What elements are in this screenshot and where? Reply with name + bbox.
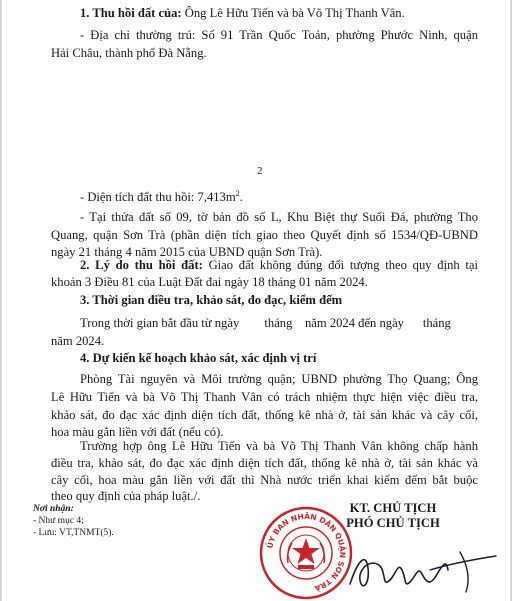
plot-line2: Quang, quận Sơn Trà (phần diện tích giao theo Quyết định số 1534/QĐ-UBND xyxy=(51,228,478,242)
section4-para2-line1: Trường hợp ông Lê Hữu Tiến và bà Võ Thị Thanh Vân không chấp hành xyxy=(80,439,478,453)
recipient-item: - Như mục 4; xyxy=(33,516,84,526)
handwritten-signature xyxy=(310,540,510,600)
section3-line1: Trong thời gian bắt đầu từ ngày tháng năm 2024 đến ngày tháng xyxy=(80,316,451,330)
section1-address-line2: Hải Châu, thành phố Đà Nẵng. xyxy=(51,46,207,60)
section1-address-line1: - Địa chỉ thường trú: Số 91 Trần Quốc Toản, phường Phước Ninh, quận xyxy=(80,28,478,42)
signature-stroke-main xyxy=(350,560,448,586)
section4-para2-line3: cây cối, hoa màu gắn liền với đất thì Nhà nước triển khai kiểm đếm bắt buộc xyxy=(51,473,478,487)
section2-heading: 2. Lý do thu hồi đất: xyxy=(80,258,203,272)
section4-para1-line2: Lê Hữu Tiến và bà Võ Thị Thanh Vân có trách nhiệm thực hiện việc điều tra, xyxy=(51,390,478,404)
seal-ring-textpath: ỦY BAN NHÂN DÂN QUẬN SƠN TRÀ xyxy=(265,511,348,593)
section4-para1-line3: khảo sát, đo đạc xác định diện tích đất, thống kê nhà ở, tài sản khác và cây cối, xyxy=(51,408,478,422)
section4-para2-line2: điều tra, khảo sát, đo đạc xác định diện tích đất, thống kê nhà ở, tài sản khác và xyxy=(51,456,478,470)
section2-line1 xyxy=(80,256,478,274)
section4-para2-line4: theo quy định của pháp luật./. xyxy=(51,489,201,503)
section2-line2: khoản 3 Điều 81 của Luật Đất đai ngày 18 tháng 01 năm 2024. xyxy=(51,275,368,289)
area-suffix: . xyxy=(239,190,243,205)
section4-heading: 4. Dự kiến kế hoạch khảo sát, xác định vị trí xyxy=(80,351,317,365)
signature-title-1: KT. CHỦ TỊCH xyxy=(349,501,437,515)
plot-line1: - Tại thửa đất số 09, tờ bản đồ số L, Khu Biệt thự Suối Đá, phường Thọ xyxy=(80,210,478,224)
recipients-heading: Nơi nhận: xyxy=(33,504,74,514)
plot-line3: ngày 21 tháng 4 năm 2015 của UBND quận Sơn Trà). xyxy=(51,245,323,259)
section1-heading xyxy=(80,4,405,22)
signature-stroke-tail xyxy=(430,552,496,592)
section2-text: Giao đất không đúng đối tượng theo quy định tại xyxy=(202,258,478,272)
page-edge-left xyxy=(0,0,2,601)
section4-para1-line1: Phòng Tài nguyên và Môi trường quận; UBND phường Thọ Quang; Ông xyxy=(80,372,478,386)
page-number: 2 xyxy=(257,165,263,177)
area-line xyxy=(80,185,243,206)
section3-heading: 3. Thời gian điều tra, khảo sát, đo đạc, kiểm đếm xyxy=(80,293,343,307)
area-superscript: 2 xyxy=(235,189,240,198)
area-text: - Diện tích đất thu hồi: 7,413m xyxy=(80,190,236,205)
section3-line2: năm 2024. xyxy=(51,334,105,348)
section1-heading-text: Ông Lê Hữu Tiến và bà Võ Thị Thanh Vân. xyxy=(181,6,405,20)
section4-para1-line4: hoa màu gắn liền với đất (nếu có). xyxy=(51,425,224,439)
signature-title-2: PHÓ CHỦ TỊCH xyxy=(346,516,440,530)
section1-heading-label: 1. Thu hồi đất của: xyxy=(80,6,182,20)
recipient-item: - Lưu: VT,TNMT(5). xyxy=(33,528,114,538)
